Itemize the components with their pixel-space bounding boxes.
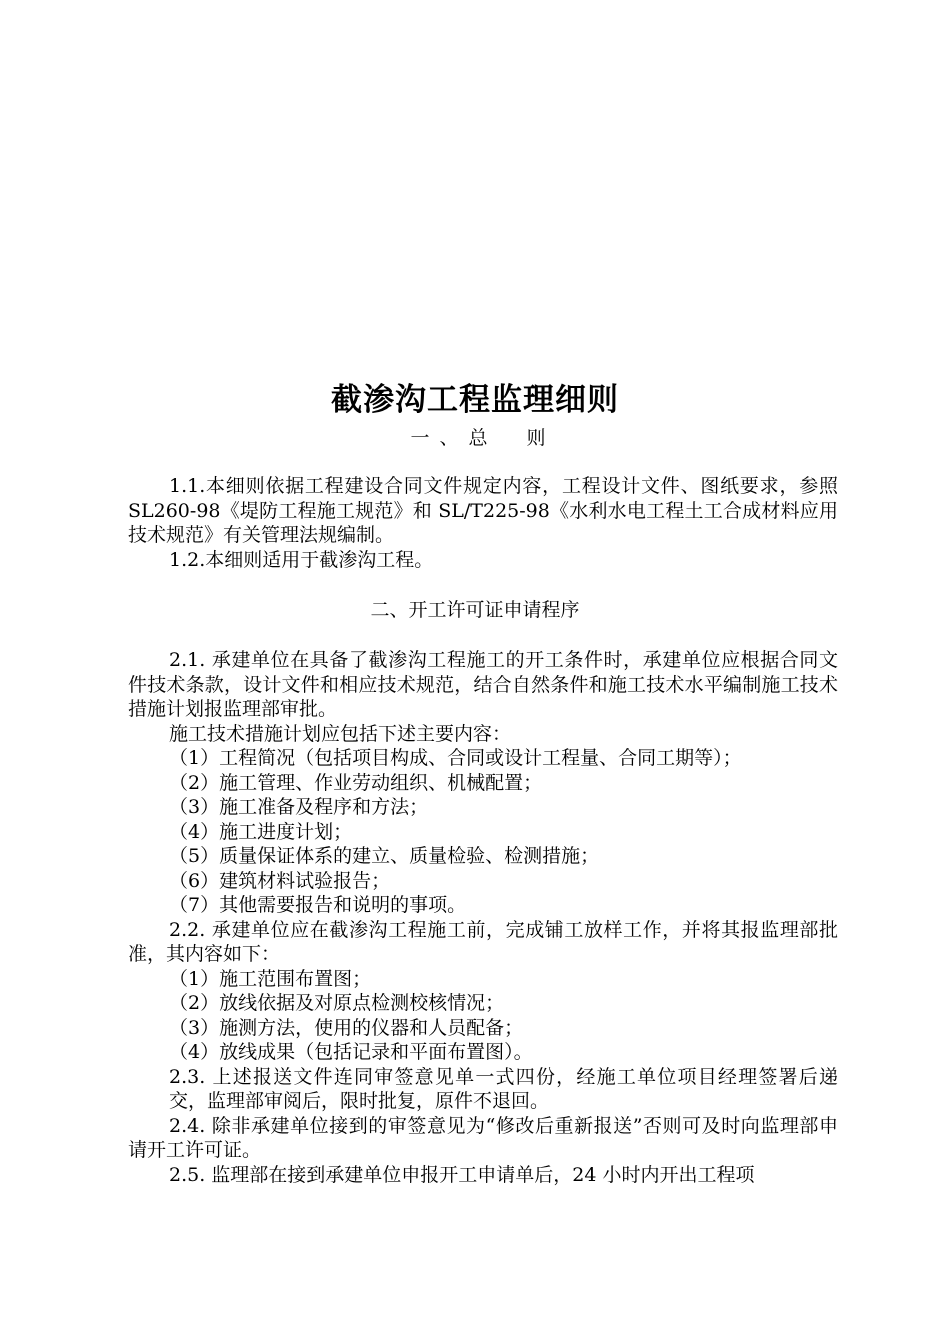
paragraph-2-1: 2.1. 承建单位在具备了截渗沟工程施工的开工条件时，承建单位应根据合同文件技术条款，设计文件和相应技术规范，结合自然条件和施工技术水平编制施工技术措施计划报监理部审批。 bbox=[128, 649, 838, 720]
paragraph-2-2: 2.2. 承建单位应在截渗沟工程施工前，完成铺工放样工作，并将其报监理部批准，其内容如下： bbox=[128, 918, 838, 965]
section-heading-permit: 二、开工许可证申请程序 bbox=[370, 599, 580, 621]
list-item: （2）放线依据及对原点检测校核情况； bbox=[169, 992, 505, 1014]
paragraph-2-1-intro: 施工技术措施计划应包括下述主要内容： bbox=[169, 722, 512, 745]
paragraph-2-3: 2.3. 上述报送文件连同审签意见单一式四份，经施工单位项目经理签署后递交，监理部审阅后，限时批复，原件不退回。 bbox=[169, 1065, 838, 1112]
list-item: （7）其他需要报告和说明的事项。 bbox=[169, 894, 467, 916]
list-item: （4）放线成果（包括记录和平面布置图）。 bbox=[169, 1041, 533, 1063]
paragraph-2-5: 2.5. 监理部在接到承建单位申报开工申请单后，24 小时内开出工程项 bbox=[169, 1163, 755, 1186]
list-item: （6）建筑材料试验报告； bbox=[169, 869, 391, 892]
paragraph-1-2: 1.2.本细则适用于截渗沟工程。 bbox=[169, 548, 434, 571]
list-item: （1）施工范围布置图； bbox=[169, 967, 372, 990]
section-permit-body bbox=[128, 648, 838, 1187]
section-heading-general: 一、总 则 bbox=[410, 427, 556, 449]
list-item: （5）质量保证体系的建立、质量检验、检测措施； bbox=[169, 845, 600, 867]
paragraph-1-1: 1.1.本细则依据工程建设合同文件规定内容，工程设计文件、图纸要求，参照 SL260-98《堤防工程施工规范》和 SL/T225-98《水利水电工程土工合成材料应用技术规范》有关管理法规编制。 bbox=[128, 475, 838, 546]
list-item: （1）工程简况（包括项目构成、合同或设计工程量、合同工期等）； bbox=[169, 747, 742, 769]
document-title: 截渗沟工程监理细则 bbox=[331, 382, 619, 418]
list-item: （3）施测方法，使用的仪器和人员配备； bbox=[169, 1016, 524, 1039]
list-item: （2）施工管理、作业劳动组织、机械配置； bbox=[169, 771, 543, 794]
list-item: （3）施工准备及程序和方法； bbox=[169, 796, 429, 818]
paragraph-2-4: 2.4. 除非承建单位接到的审签意见为“修改后重新报送”否则可及时向监理部申请开工许可证。 bbox=[128, 1114, 838, 1161]
section-general-body bbox=[128, 474, 838, 572]
list-item: （4）施工进度计划； bbox=[169, 820, 353, 843]
